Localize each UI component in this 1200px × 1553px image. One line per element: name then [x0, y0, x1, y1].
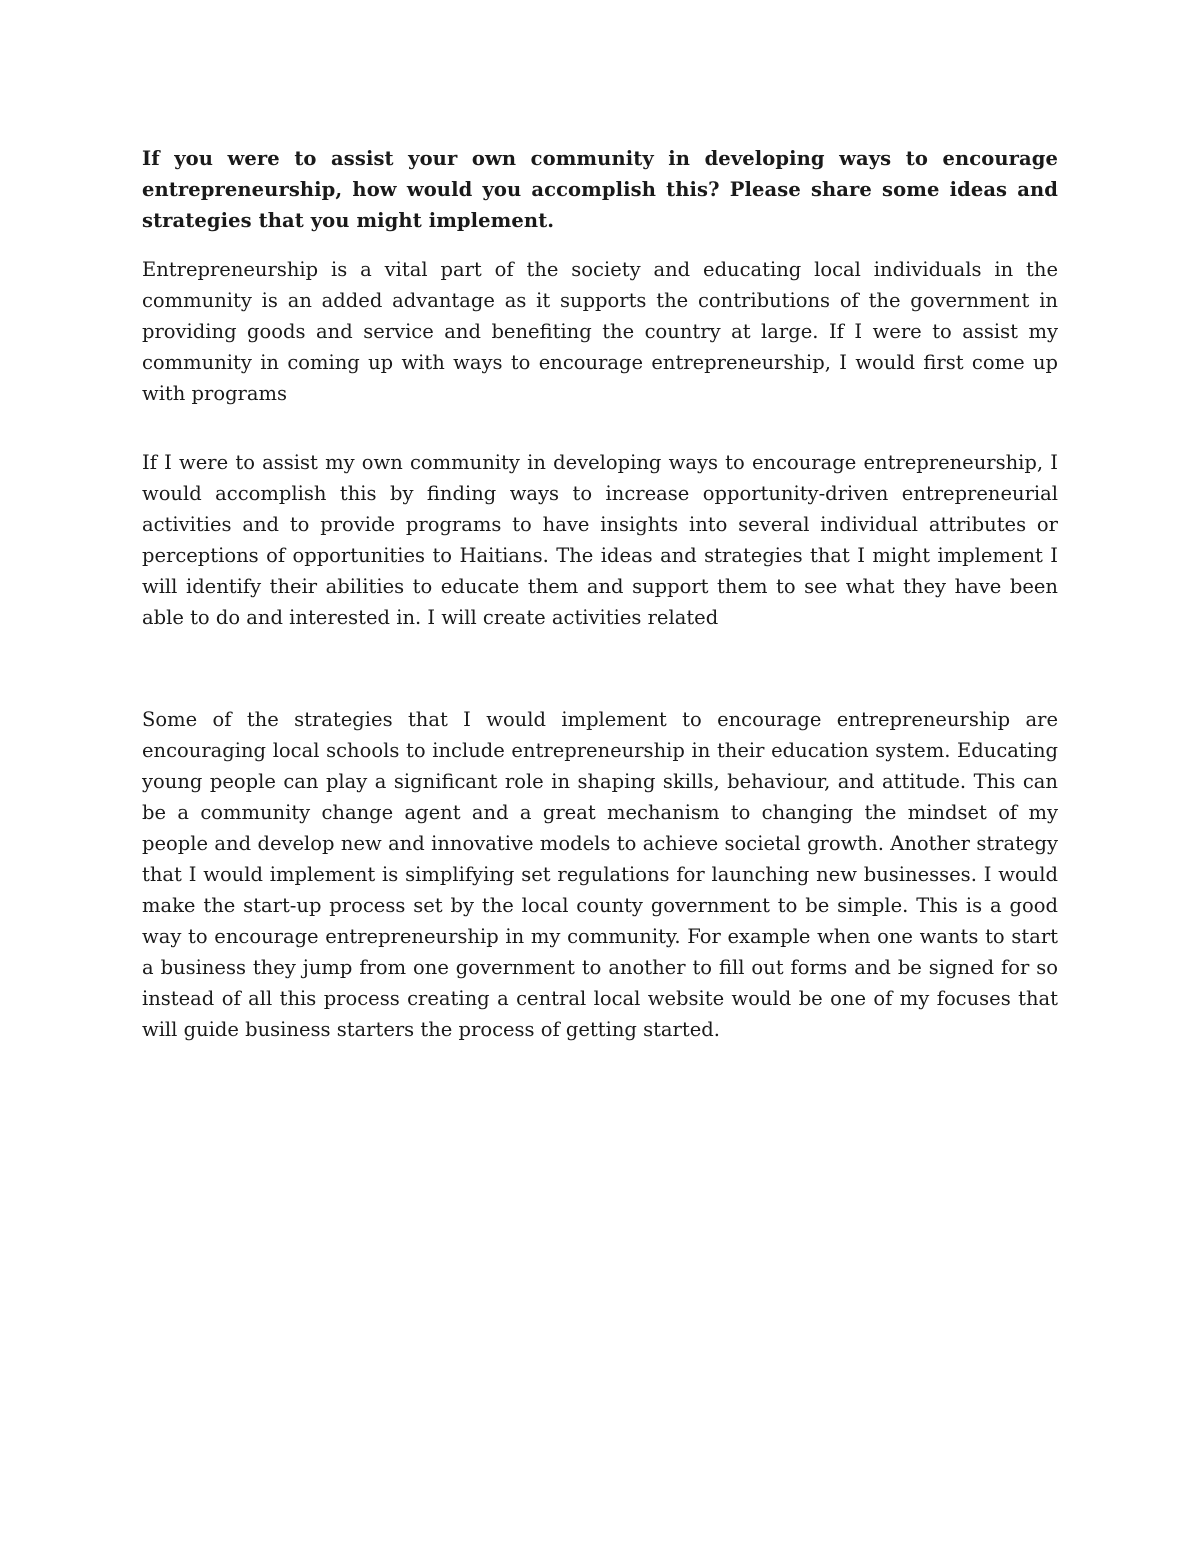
paragraph-3: Some of the strategies that I would implement to encourage entrepreneurship are encouraging local schools to include entrepreneurship in their education system. Educating young people can play a significant role in shaping skills, behaviour, and attitude. This can be a community change agent and a great mechanism to changing the mindset of my people and develop new and innovative models to achieve societal growth. Another strategy that I would implement is simplifying set regulations for launching new businesses. I would make the start-up process set by the local county government to be simple. This is a good way to encourage entrepreneurship in my community. For example when one wants to start a business they jump from one government to another to fill out forms and be signed for so instead of all this process creating a central local website would be one of my focuses that will guide business starters the process of getting started. [142, 708, 1058, 1041]
paragraph-2: If I were to assist my own community in developing ways to encourage entrepreneurship, I would accomplish this by finding ways to increase opportunity-driven entrepreneurial activities and to provide programs to have insights into several individual attributes or perceptions of opportunities to Haitians. The ideas and strategies that I might implement I will identify their abilities to educate them and support them to see what they have been able to do and interested in. I will create activities related [142, 451, 1058, 629]
paragraph-1: Entrepreneurship is a vital part of the society and educating local individuals in the community is an added advantage as it supports the contributions of the government in providing goods and service and benefiting the country at large. If I were to assist my community in coming up with ways to encourage entrepreneurship, I would first come up with programs [142, 258, 1058, 405]
question-heading: If you were to assist your own community in developing ways to encourage entrepreneurship, how would you accomplish this? Please share some ideas and strategies that you might implement. [142, 147, 1058, 232]
